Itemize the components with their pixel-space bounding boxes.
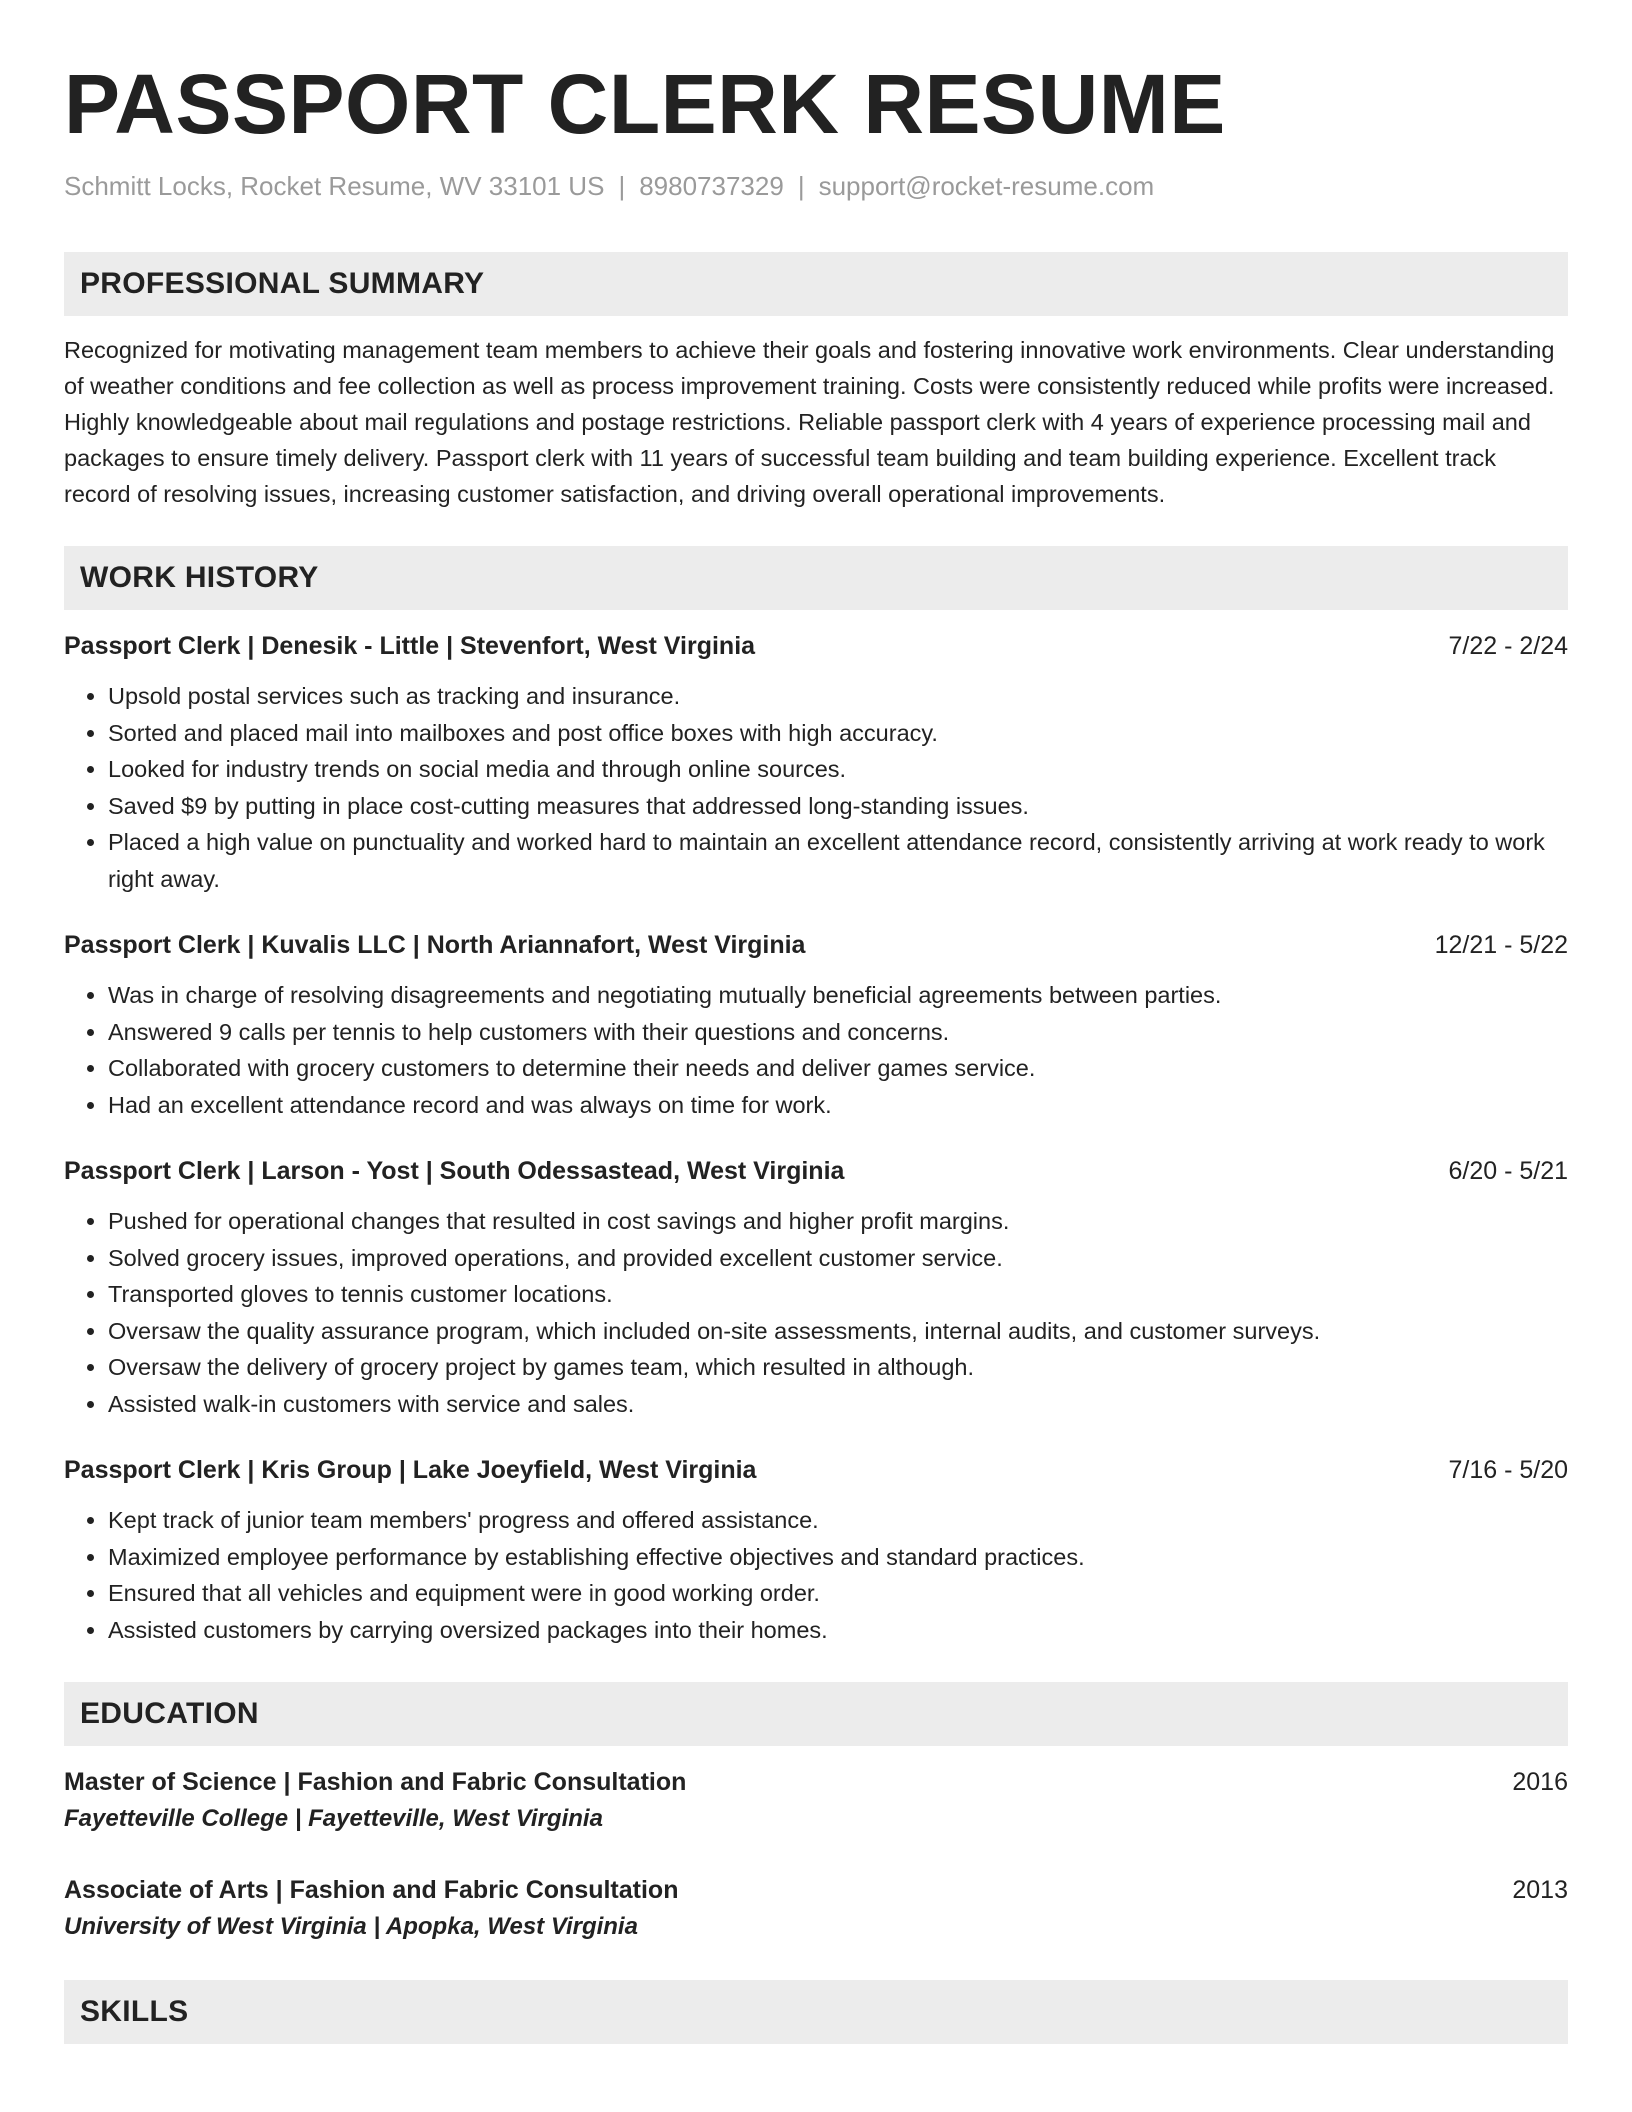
education-header bbox=[64, 1872, 1568, 1908]
job-dates: 6/20 - 5/21 bbox=[1448, 1157, 1568, 1185]
bullet-item: • Kept track of junior team members' progress and offered assistance. bbox=[108, 1502, 1568, 1539]
contact-phone: 8980737329 bbox=[639, 171, 784, 201]
education-entry bbox=[64, 1872, 1568, 1946]
job-title: Passport Clerk | Kuvalis LLC | North Ariannafort, West Virginia bbox=[64, 931, 806, 959]
education-school: Fayetteville College | Fayetteville, West Virginia bbox=[64, 1805, 603, 1832]
education-entry bbox=[64, 1764, 1568, 1838]
bullet-item: • Saved $9 by putting in place cost-cutting measures that addressed long-standing issues. bbox=[108, 788, 1568, 825]
bullet-item: • Collaborated with grocery customers to determine their needs and deliver games service. bbox=[108, 1050, 1568, 1087]
education-year: 2013 bbox=[1512, 1876, 1568, 1904]
education-year: 2016 bbox=[1512, 1768, 1568, 1796]
job-entry bbox=[64, 628, 1568, 897]
section-header-skills bbox=[64, 1980, 1568, 2044]
bullet-item: • Looked for industry trends on social media and through online sources. bbox=[108, 751, 1568, 788]
job-bullets bbox=[64, 1502, 1568, 1648]
job-bullets bbox=[64, 977, 1568, 1123]
job-bullets bbox=[64, 1203, 1568, 1422]
bullet-item: • Placed a high value on punctuality and worked hard to maintain an excellent attendance record, consistently arriving at work ready to work right away. bbox=[108, 824, 1568, 897]
job-header bbox=[64, 927, 1568, 963]
contact-email: support@rocket-resume.com bbox=[818, 171, 1155, 201]
education-degree: Master of Science | Fashion and Fabric Consultation bbox=[64, 1768, 687, 1796]
bullet-item: • Ensured that all vehicles and equipment were in good working order. bbox=[108, 1575, 1568, 1612]
contact-address: Schmitt Locks, Rocket Resume, WV 33101 US bbox=[64, 171, 605, 201]
section-title: SKILLS bbox=[80, 1995, 189, 2028]
bullet-item: • Upsold postal services such as tracking and insurance. bbox=[108, 678, 1568, 715]
job-title: Passport Clerk | Kris Group | Lake Joeyfield, West Virginia bbox=[64, 1456, 757, 1484]
section-header-work-history bbox=[64, 546, 1568, 610]
resume-title: PASSPORT CLERK RESUME bbox=[64, 57, 1226, 151]
section-header-education bbox=[64, 1682, 1568, 1746]
bullet-item: • Pushed for operational changes that resulted in cost savings and higher profit margins. bbox=[108, 1203, 1568, 1240]
job-bullets bbox=[64, 678, 1568, 897]
job-entry bbox=[64, 1452, 1568, 1648]
job-header bbox=[64, 1153, 1568, 1189]
job-dates: 12/21 - 5/22 bbox=[1434, 931, 1568, 959]
section-title: EDUCATION bbox=[80, 1697, 259, 1730]
contact-line bbox=[64, 170, 1568, 202]
bullet-item: • Maximized employee performance by establishing effective objectives and standard practices. bbox=[108, 1539, 1568, 1576]
contact-separator: | bbox=[797, 171, 805, 201]
education-degree: Associate of Arts | Fashion and Fabric Consultation bbox=[64, 1876, 679, 1904]
bullet-item: • Oversaw the quality assurance program, which included on-site assessments, internal audits, and customer surveys. bbox=[108, 1313, 1568, 1350]
bullet-item: • Sorted and placed mail into mailboxes and post office boxes with high accuracy. bbox=[108, 715, 1568, 752]
section-header-summary bbox=[64, 252, 1568, 316]
bullet-item: • Was in charge of resolving disagreements and negotiating mutually beneficial agreements between parties. bbox=[108, 977, 1568, 1014]
bullet-item: • Answered 9 calls per tennis to help customers with their questions and concerns. bbox=[108, 1014, 1568, 1051]
section-title: WORK HISTORY bbox=[80, 561, 319, 594]
bullet-item: • Assisted walk-in customers with service and sales. bbox=[108, 1386, 1568, 1423]
education-header bbox=[64, 1764, 1568, 1800]
section-title: PROFESSIONAL SUMMARY bbox=[80, 267, 485, 300]
job-header bbox=[64, 1452, 1568, 1488]
job-entry bbox=[64, 927, 1568, 1123]
contact-separator: | bbox=[618, 171, 626, 201]
job-entry bbox=[64, 1153, 1568, 1422]
bullet-item: • Transported gloves to tennis customer locations. bbox=[108, 1276, 1568, 1313]
job-header bbox=[64, 628, 1568, 664]
bullet-item: • Had an excellent attendance record and was always on time for work. bbox=[108, 1087, 1568, 1124]
job-title: Passport Clerk | Larson - Yost | South Odessastead, West Virginia bbox=[64, 1157, 845, 1185]
summary-text: Recognized for motivating management team members to achieve their goals and fostering innovative work environments. Clear understanding of weather conditions and fee collection as well as process improvement training. Costs were consistently reduced while profits were increased. Highly knowledgeable about mail regulations and postage restrictions. Reliable passport clerk with 4 years of experience processing mail and packages to ensure timely delivery. Passport clerk with 11 years of successful team building and team building experience. Excellent track record of resolving issues, increasing customer satisfaction, and driving overall operational improvements. bbox=[64, 337, 1555, 507]
job-dates: 7/22 - 2/24 bbox=[1448, 632, 1568, 660]
job-dates: 7/16 - 5/20 bbox=[1448, 1456, 1568, 1484]
bullet-item: • Oversaw the delivery of grocery project by games team, which resulted in although. bbox=[108, 1349, 1568, 1386]
bullet-item: • Assisted customers by carrying oversized packages into their homes. bbox=[108, 1612, 1568, 1649]
job-title: Passport Clerk | Denesik - Little | Stevenfort, West Virginia bbox=[64, 632, 756, 660]
bullet-item: • Solved grocery issues, improved operations, and provided excellent customer service. bbox=[108, 1240, 1568, 1277]
education-school: University of West Virginia | Apopka, West Virginia bbox=[64, 1913, 638, 1940]
